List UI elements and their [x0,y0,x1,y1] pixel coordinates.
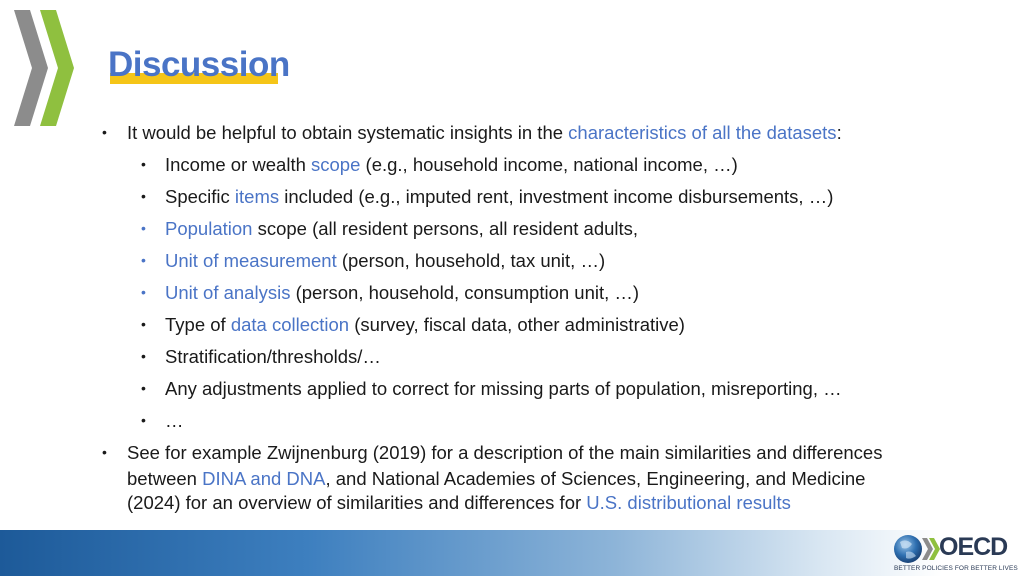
sub-item-scope: Income or wealth scope (e.g., household income, national income, …) [165,154,738,175]
bullet-dot: • [102,444,107,460]
bullet-item-zwijnenburg-line2: between DINA and DNA, and National Academies of Sciences, Engineering, and Medicine [127,468,866,489]
oecd-tagline: BETTER POLICIES FOR BETTER LIVES [894,565,1018,572]
sub-bullet-dot: • [141,284,146,300]
sub-bullet-dot: • [141,252,146,268]
sub-bullet-dot: • [141,156,146,172]
highlight-characteristics: characteristics of all the datasets [568,122,837,143]
sub-item-adjustments: Any adjustments applied to correct for missing parts of population, misreporting, … [165,378,842,399]
link-us-distributional-results[interactable]: U.S. distributional results [586,492,791,513]
page-title: Discussion [108,45,290,84]
title-block [108,44,290,86]
bullet-item-zwijnenburg-line3: (2024) for an overview of similarities and differences for U.S. distributional results [127,492,791,513]
sub-item-data-collection: Type of data collection (survey, fiscal data, other administrative) [165,314,685,335]
sub-item-population: Population scope (all resident persons, all resident adults, [165,218,639,239]
sub-item-items: Specific items included (e.g., imputed rent, investment income disbursements, …) [165,186,834,207]
footer-gradient-bar [0,530,1024,576]
sub-item-ellipsis: … [165,410,184,431]
sub-bullet-dot: • [141,316,146,332]
sub-bullet-dot: • [141,380,146,396]
sub-bullet-dot: • [141,220,146,236]
sub-bullet-dot: • [141,348,146,364]
sub-item-stratification: Stratification/thresholds/… [165,346,381,367]
oecd-wordmark: OECD [939,533,1008,561]
bullet-dot: • [102,124,107,140]
sub-bullet-dot: • [141,188,146,204]
bullet-item-characteristics: It would be helpful to obtain systematic insights in the characteristics of all the datasets: [127,122,842,143]
bullet-item-zwijnenburg-line1: See for example Zwijnenburg (2019) for a description of the main similarities and differences [127,442,883,463]
sub-item-unit-of-measurement: Unit of measurement (person, household, tax unit, …) [165,250,606,271]
sub-bullet-dot: • [141,412,146,428]
sub-item-unit-of-analysis: Unit of analysis (person, household, consumption unit, …) [165,282,640,303]
link-dina-dna[interactable]: DINA and DNA [202,468,326,489]
